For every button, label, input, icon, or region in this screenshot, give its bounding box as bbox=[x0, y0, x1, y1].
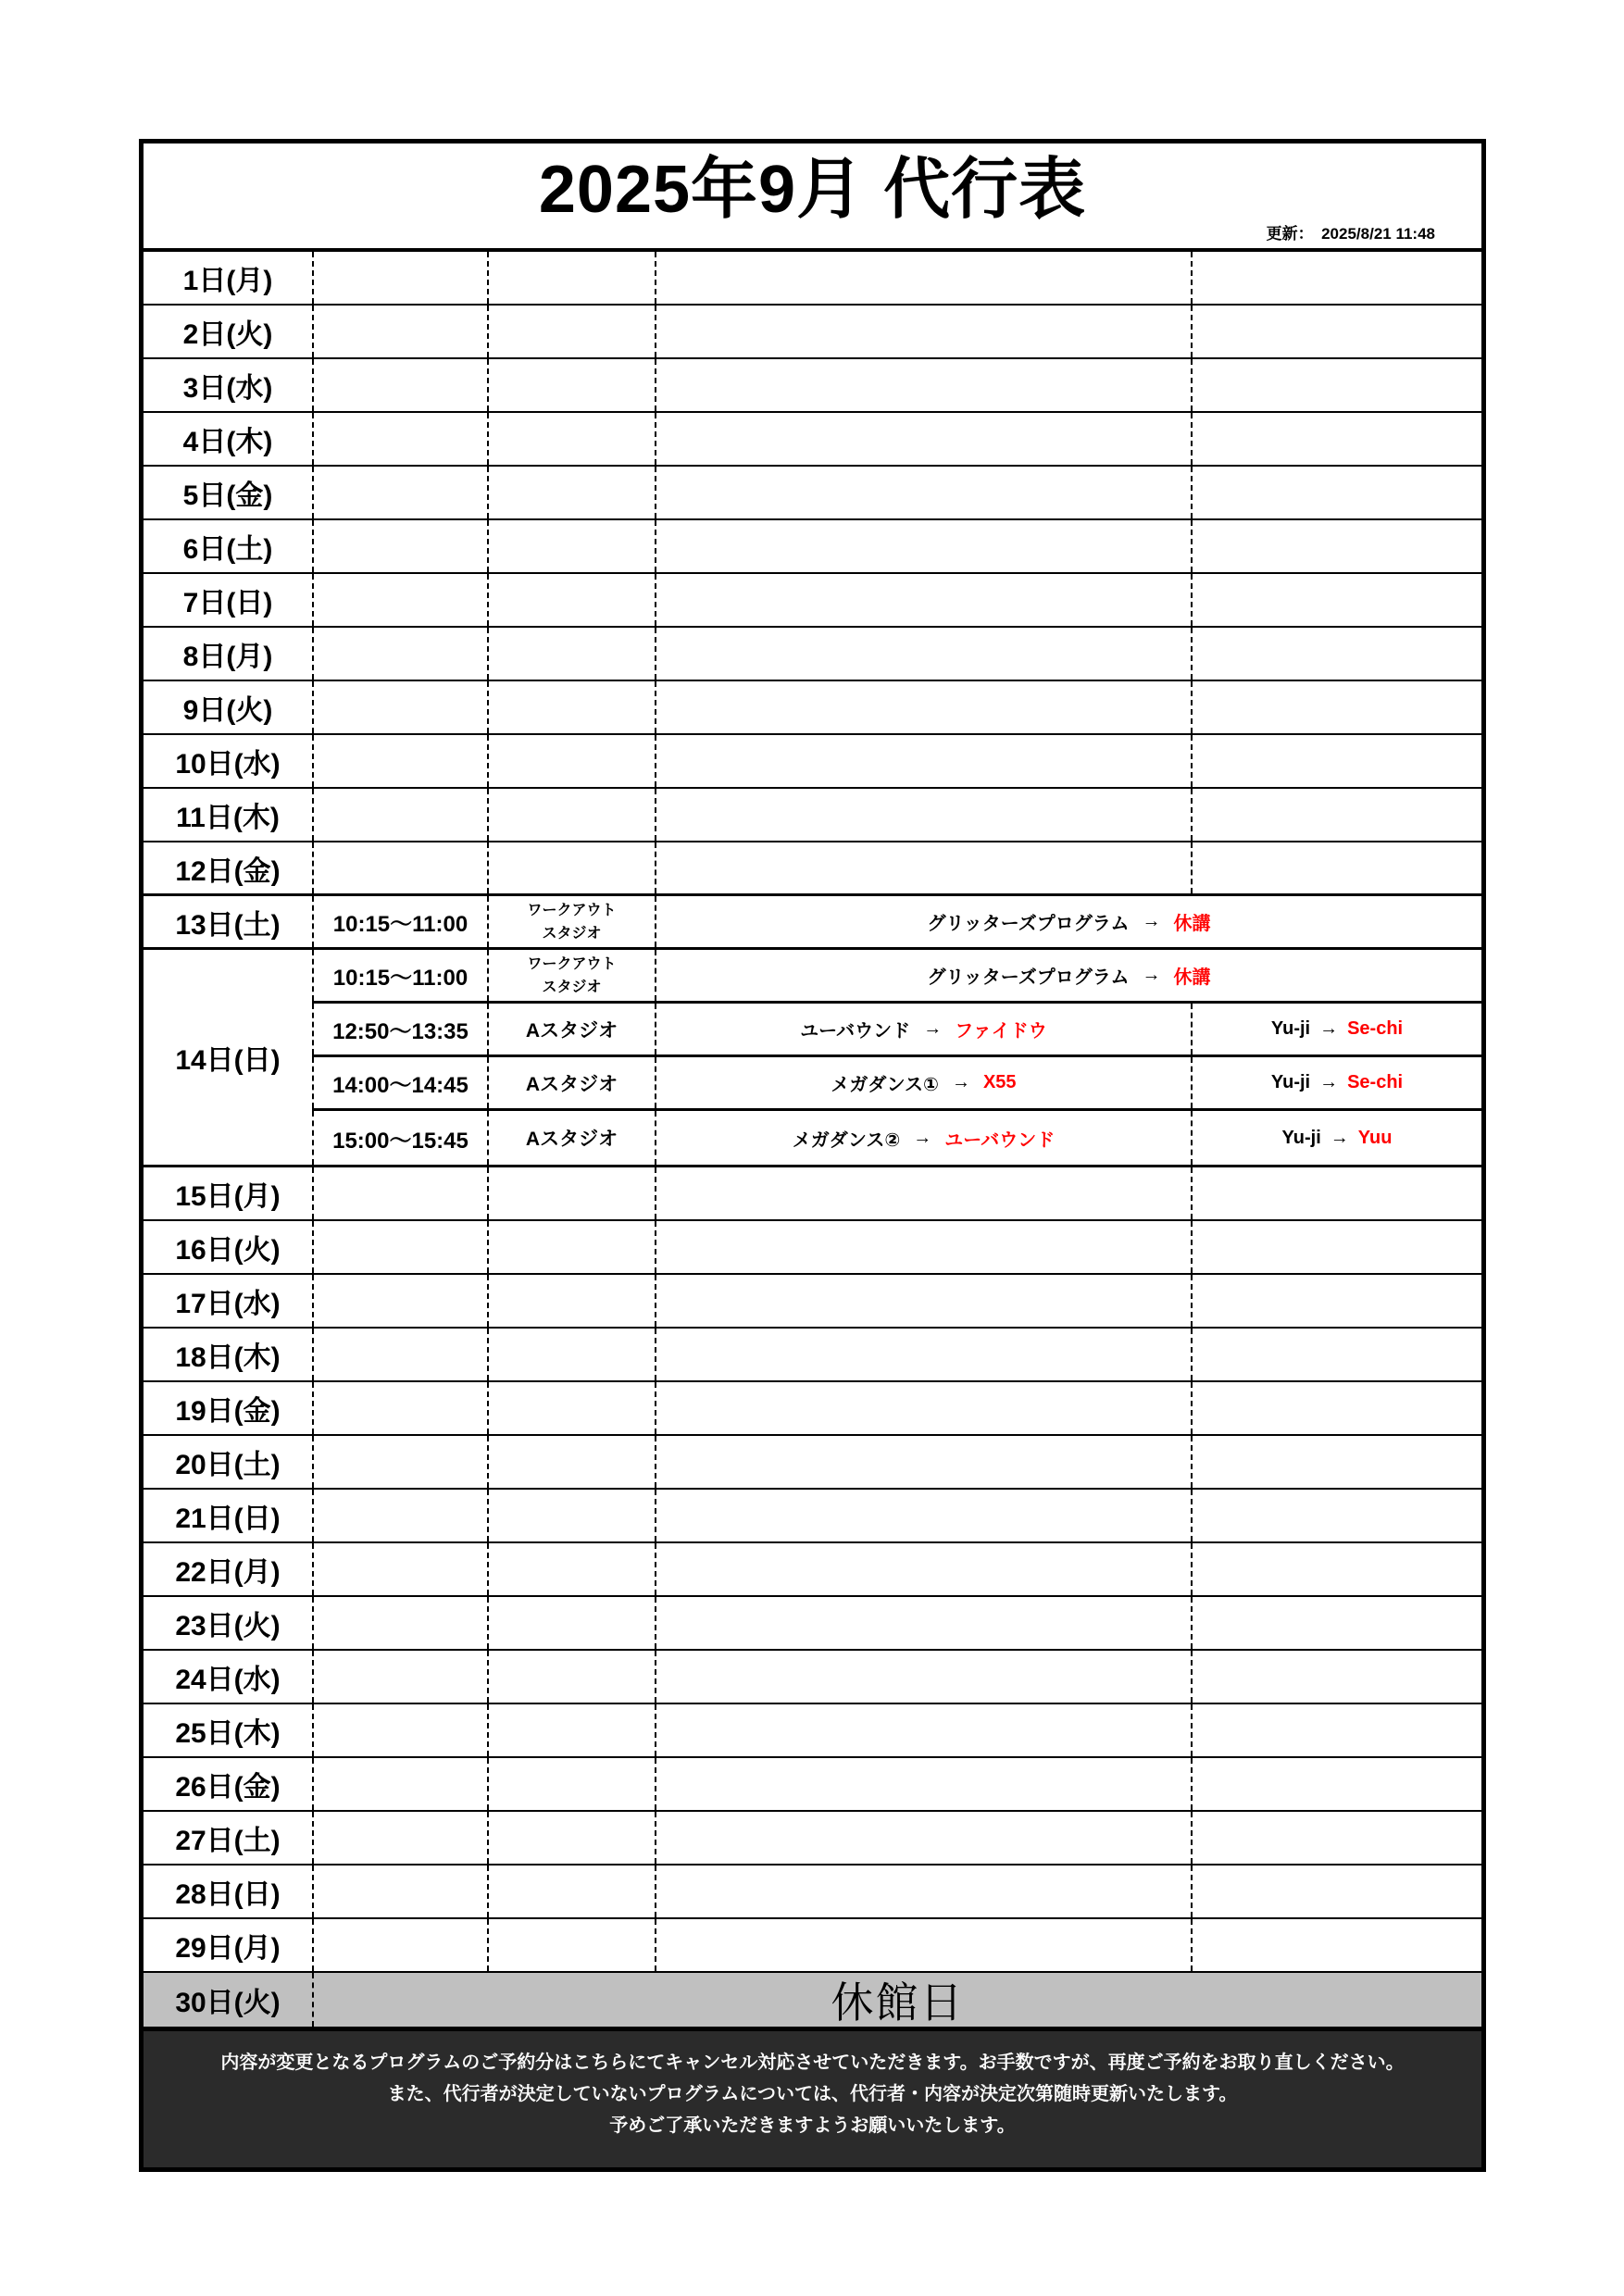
empty-instructor-cell bbox=[1191, 1436, 1481, 1488]
empty-time-cell bbox=[312, 1167, 487, 1219]
day-label: 29日(月) bbox=[175, 1933, 281, 1964]
day-row bbox=[144, 842, 1481, 896]
session-instructor bbox=[1191, 1111, 1481, 1165]
empty-time-cell bbox=[312, 1866, 487, 1917]
empty-studio-cell bbox=[487, 1812, 655, 1864]
day-label: 28日(日) bbox=[175, 1879, 281, 1910]
day-label: 18日(木) bbox=[175, 1342, 281, 1373]
empty-studio-cell bbox=[487, 789, 655, 841]
empty-time-cell bbox=[312, 1919, 487, 1971]
sheet-header bbox=[144, 144, 1481, 252]
empty-instructor-cell bbox=[1191, 574, 1481, 626]
studio-line: Aスタジオ bbox=[525, 1073, 618, 1095]
session-studio bbox=[487, 1111, 655, 1165]
empty-time-cell bbox=[312, 1490, 487, 1541]
day-row bbox=[144, 789, 1481, 842]
studio-line: スタジオ bbox=[542, 979, 602, 995]
session-row bbox=[312, 1111, 1481, 1165]
empty-time-cell bbox=[312, 359, 487, 411]
day-label: 14日(日) bbox=[175, 1045, 281, 1076]
empty-program-cell bbox=[655, 1167, 1191, 1219]
empty-instructor-cell bbox=[1191, 1275, 1481, 1327]
day-label: 1日(月) bbox=[182, 266, 273, 296]
day-label: 9日(火) bbox=[182, 695, 273, 726]
day-row bbox=[144, 681, 1481, 735]
session-studio bbox=[487, 950, 655, 1001]
day-label: 21日(日) bbox=[175, 1504, 281, 1534]
schedule-rows bbox=[144, 252, 1481, 2027]
empty-time-cell bbox=[312, 1758, 487, 1810]
day-row-multi bbox=[144, 950, 1481, 1167]
session-instructor bbox=[1191, 1004, 1481, 1054]
day-row bbox=[144, 1221, 1481, 1275]
arrow-icon: → bbox=[1319, 1072, 1339, 1092]
day-label: 16日(火) bbox=[175, 1235, 281, 1266]
day-label: 27日(土) bbox=[175, 1826, 281, 1856]
arrow-icon: → bbox=[1142, 911, 1161, 931]
empty-studio-cell bbox=[487, 1382, 655, 1434]
day-label: 6日(土) bbox=[182, 534, 273, 565]
day-row bbox=[144, 574, 1481, 628]
closed-note: 休館日 bbox=[312, 1973, 1481, 2027]
instructor-to: Se-chi bbox=[1347, 1018, 1404, 1039]
empty-time-cell bbox=[312, 574, 487, 626]
empty-instructor-cell bbox=[1191, 359, 1481, 411]
empty-time-cell bbox=[312, 467, 487, 518]
empty-instructor-cell bbox=[1191, 1758, 1481, 1810]
program-to: X55 bbox=[982, 1072, 1017, 1092]
empty-instructor-cell bbox=[1191, 1543, 1481, 1595]
empty-studio-cell bbox=[487, 1329, 655, 1380]
empty-studio-cell bbox=[487, 1866, 655, 1917]
empty-instructor-cell bbox=[1191, 1382, 1481, 1434]
empty-instructor-cell bbox=[1191, 520, 1481, 572]
session-row bbox=[312, 1057, 1481, 1111]
day-row bbox=[144, 1275, 1481, 1329]
day-row bbox=[144, 1382, 1481, 1436]
empty-program-cell bbox=[655, 842, 1191, 893]
instructor-from: Yu-ji bbox=[1281, 1127, 1321, 1148]
empty-program-cell bbox=[655, 306, 1191, 357]
day-label: 19日(金) bbox=[175, 1396, 281, 1427]
day-label: 13日(土) bbox=[175, 909, 281, 941]
session-time: 14:00〜14:45 bbox=[312, 1057, 487, 1108]
day-row bbox=[144, 1651, 1481, 1704]
day-row bbox=[144, 1758, 1481, 1812]
empty-time-cell bbox=[312, 1597, 487, 1649]
empty-program-cell bbox=[655, 735, 1191, 787]
instructor-from: Yu-ji bbox=[1270, 1018, 1311, 1039]
session-program bbox=[655, 950, 1481, 1001]
day-row bbox=[144, 359, 1481, 413]
empty-studio-cell bbox=[487, 735, 655, 787]
day-label: 24日(水) bbox=[175, 1665, 281, 1695]
empty-instructor-cell bbox=[1191, 842, 1481, 893]
day-row bbox=[144, 306, 1481, 359]
empty-instructor-cell bbox=[1191, 681, 1481, 733]
substitution-schedule-sheet bbox=[139, 139, 1486, 2172]
empty-program-cell bbox=[655, 1597, 1191, 1649]
empty-program-cell bbox=[655, 681, 1191, 733]
empty-program-cell bbox=[655, 413, 1191, 465]
notice-line-3: 予めご了承いただきますようお願いいたします。 bbox=[609, 2115, 1016, 2136]
arrow-icon: → bbox=[951, 1072, 970, 1092]
day-row-closed bbox=[144, 1973, 1481, 2027]
empty-studio-cell bbox=[487, 628, 655, 680]
session-time: 12:50〜13:35 bbox=[312, 1004, 487, 1054]
empty-instructor-cell bbox=[1191, 413, 1481, 465]
studio-line: スタジオ bbox=[542, 925, 602, 942]
arrow-icon: → bbox=[1142, 965, 1161, 985]
day-label: 10日(水) bbox=[175, 749, 281, 780]
empty-studio-cell bbox=[487, 306, 655, 357]
day-label: 4日(木) bbox=[182, 427, 273, 457]
instructor-to: Se-chi bbox=[1347, 1072, 1404, 1092]
day-label: 5日(金) bbox=[182, 480, 273, 511]
program-from: ユーバウンド bbox=[800, 1021, 911, 1042]
session-program bbox=[655, 1004, 1191, 1054]
day-label: 20日(土) bbox=[175, 1450, 281, 1480]
empty-time-cell bbox=[312, 628, 487, 680]
day-label: 11日(木) bbox=[176, 803, 280, 833]
session-row bbox=[312, 1004, 1481, 1057]
day-row bbox=[144, 628, 1481, 681]
instructor-from: Yu-ji bbox=[1270, 1072, 1311, 1092]
empty-time-cell bbox=[312, 1704, 487, 1756]
arrow-icon: → bbox=[1319, 1018, 1339, 1039]
page-title: 2025年9月 代行表 bbox=[538, 153, 1087, 227]
empty-instructor-cell bbox=[1191, 628, 1481, 680]
day-label: 25日(木) bbox=[175, 1718, 281, 1749]
program-to: 休講 bbox=[1173, 914, 1211, 934]
empty-program-cell bbox=[655, 1490, 1191, 1541]
empty-program-cell bbox=[655, 1329, 1191, 1380]
day-row bbox=[144, 1436, 1481, 1490]
empty-time-cell bbox=[312, 1275, 487, 1327]
day-label: 30日(火) bbox=[175, 1988, 281, 2018]
empty-studio-cell bbox=[487, 467, 655, 518]
empty-time-cell bbox=[312, 252, 487, 304]
empty-program-cell bbox=[655, 1221, 1191, 1273]
empty-time-cell bbox=[312, 735, 487, 787]
empty-time-cell bbox=[312, 1221, 487, 1273]
notice-line-1: 内容が変更となるプログラムのご予約分はこちらにてキャンセル対応させていただきます。お手数ですが、再度ご予約をお取り直しください。 bbox=[220, 2053, 1405, 2073]
session-program bbox=[655, 896, 1481, 947]
empty-program-cell bbox=[655, 1382, 1191, 1434]
empty-studio-cell bbox=[487, 1919, 655, 1971]
day-row bbox=[144, 1167, 1481, 1221]
session-time: 15:00〜15:45 bbox=[312, 1111, 487, 1165]
arrow-icon: → bbox=[923, 1018, 943, 1039]
day-row bbox=[144, 1490, 1481, 1543]
empty-instructor-cell bbox=[1191, 789, 1481, 841]
empty-time-cell bbox=[312, 789, 487, 841]
empty-program-cell bbox=[655, 1866, 1191, 1917]
empty-studio-cell bbox=[487, 1436, 655, 1488]
session-row bbox=[312, 950, 1481, 1004]
empty-instructor-cell bbox=[1191, 1167, 1481, 1219]
empty-instructor-cell bbox=[1191, 1651, 1481, 1703]
empty-time-cell bbox=[312, 1812, 487, 1864]
empty-studio-cell bbox=[487, 520, 655, 572]
empty-program-cell bbox=[655, 1919, 1191, 1971]
empty-instructor-cell bbox=[1191, 1704, 1481, 1756]
session-subrows bbox=[312, 950, 1481, 1165]
empty-time-cell bbox=[312, 1382, 487, 1434]
empty-program-cell bbox=[655, 1651, 1191, 1703]
empty-time-cell bbox=[312, 1543, 487, 1595]
empty-studio-cell bbox=[487, 1651, 655, 1703]
day-label: 3日(水) bbox=[182, 373, 273, 404]
empty-time-cell bbox=[312, 413, 487, 465]
day-row bbox=[144, 520, 1481, 574]
empty-studio-cell bbox=[487, 1221, 655, 1273]
empty-studio-cell bbox=[487, 1543, 655, 1595]
day-row bbox=[144, 467, 1481, 520]
empty-program-cell bbox=[655, 574, 1191, 626]
program-from: グリッターズプログラム bbox=[927, 914, 1130, 934]
empty-studio-cell bbox=[487, 1275, 655, 1327]
program-to: ファイドウ bbox=[955, 1021, 1047, 1042]
empty-time-cell bbox=[312, 520, 487, 572]
empty-instructor-cell bbox=[1191, 1490, 1481, 1541]
program-from: グリッターズプログラム bbox=[927, 967, 1130, 988]
empty-studio-cell bbox=[487, 681, 655, 733]
program-to: 休講 bbox=[1173, 967, 1211, 988]
empty-studio-cell bbox=[487, 574, 655, 626]
studio-line: Aスタジオ bbox=[525, 1129, 618, 1150]
session-studio bbox=[487, 1004, 655, 1054]
day-row bbox=[144, 1329, 1481, 1382]
empty-program-cell bbox=[655, 1758, 1191, 1810]
program-to: ユーバウンド bbox=[944, 1129, 1056, 1151]
empty-instructor-cell bbox=[1191, 1866, 1481, 1917]
empty-studio-cell bbox=[487, 1704, 655, 1756]
empty-studio-cell bbox=[487, 1490, 655, 1541]
day-label: 7日(日) bbox=[182, 588, 273, 618]
day-label: 23日(火) bbox=[175, 1611, 281, 1641]
empty-studio-cell bbox=[487, 413, 655, 465]
day-row bbox=[144, 1866, 1481, 1919]
empty-time-cell bbox=[312, 306, 487, 357]
day-label: 22日(月) bbox=[175, 1557, 281, 1588]
day-label: 2日(火) bbox=[182, 319, 273, 350]
empty-instructor-cell bbox=[1191, 1919, 1481, 1971]
empty-program-cell bbox=[655, 1275, 1191, 1327]
day-row bbox=[144, 896, 1481, 950]
empty-studio-cell bbox=[487, 1758, 655, 1810]
day-row bbox=[144, 1543, 1481, 1597]
empty-studio-cell bbox=[487, 1597, 655, 1649]
empty-instructor-cell bbox=[1191, 1221, 1481, 1273]
empty-instructor-cell bbox=[1191, 1597, 1481, 1649]
notice-box bbox=[144, 2027, 1481, 2167]
notice-line-2: また、代行者が決定していないプログラムについては、代行者・内容が決定次第随時更新いたします。 bbox=[387, 2084, 1238, 2104]
empty-program-cell bbox=[655, 1543, 1191, 1595]
empty-instructor-cell bbox=[1191, 252, 1481, 304]
empty-program-cell bbox=[655, 628, 1191, 680]
empty-studio-cell bbox=[487, 1167, 655, 1219]
day-row bbox=[144, 1704, 1481, 1758]
day-label: 15日(月) bbox=[175, 1181, 281, 1212]
day-label: 8日(月) bbox=[182, 642, 273, 672]
studio-line: ワークアウト bbox=[527, 955, 617, 972]
day-label: 17日(水) bbox=[175, 1289, 281, 1319]
studio-line: Aスタジオ bbox=[525, 1019, 618, 1042]
empty-studio-cell bbox=[487, 842, 655, 893]
empty-program-cell bbox=[655, 789, 1191, 841]
empty-instructor-cell bbox=[1191, 1812, 1481, 1864]
session-program bbox=[655, 1057, 1191, 1108]
arrow-icon: → bbox=[913, 1127, 932, 1148]
session-studio bbox=[487, 896, 655, 947]
day-row bbox=[144, 413, 1481, 467]
empty-instructor-cell bbox=[1191, 467, 1481, 518]
updated-timestamp: 更新： 2025/8/21 11:48 bbox=[1266, 225, 1435, 243]
empty-time-cell bbox=[312, 681, 487, 733]
empty-program-cell bbox=[655, 359, 1191, 411]
session-time: 10:15〜11:00 bbox=[312, 950, 487, 1001]
session-program bbox=[655, 1111, 1191, 1165]
empty-time-cell bbox=[312, 1329, 487, 1380]
session-time: 10:15〜11:00 bbox=[312, 896, 487, 947]
day-row bbox=[144, 1919, 1481, 1973]
instructor-to: Yuu bbox=[1357, 1127, 1393, 1148]
empty-program-cell bbox=[655, 1436, 1191, 1488]
program-from: メガダンス② bbox=[792, 1129, 901, 1151]
empty-instructor-cell bbox=[1191, 735, 1481, 787]
day-row bbox=[144, 735, 1481, 789]
studio-line: ワークアウト bbox=[527, 902, 617, 918]
day-row bbox=[144, 1812, 1481, 1866]
session-instructor bbox=[1191, 1057, 1481, 1108]
session-studio bbox=[487, 1057, 655, 1108]
day-row bbox=[144, 1597, 1481, 1651]
empty-time-cell bbox=[312, 1651, 487, 1703]
empty-studio-cell bbox=[487, 359, 655, 411]
empty-instructor-cell bbox=[1191, 306, 1481, 357]
empty-instructor-cell bbox=[1191, 1329, 1481, 1380]
empty-program-cell bbox=[655, 252, 1191, 304]
empty-program-cell bbox=[655, 520, 1191, 572]
arrow-icon: → bbox=[1330, 1127, 1349, 1148]
empty-program-cell bbox=[655, 467, 1191, 518]
day-label: 26日(金) bbox=[175, 1772, 281, 1803]
day-label: 12日(金) bbox=[175, 855, 281, 887]
empty-time-cell bbox=[312, 1436, 487, 1488]
empty-studio-cell bbox=[487, 252, 655, 304]
empty-program-cell bbox=[655, 1812, 1191, 1864]
day-row bbox=[144, 252, 1481, 306]
program-from: メガダンス① bbox=[831, 1075, 939, 1095]
empty-time-cell bbox=[312, 842, 487, 893]
empty-program-cell bbox=[655, 1704, 1191, 1756]
